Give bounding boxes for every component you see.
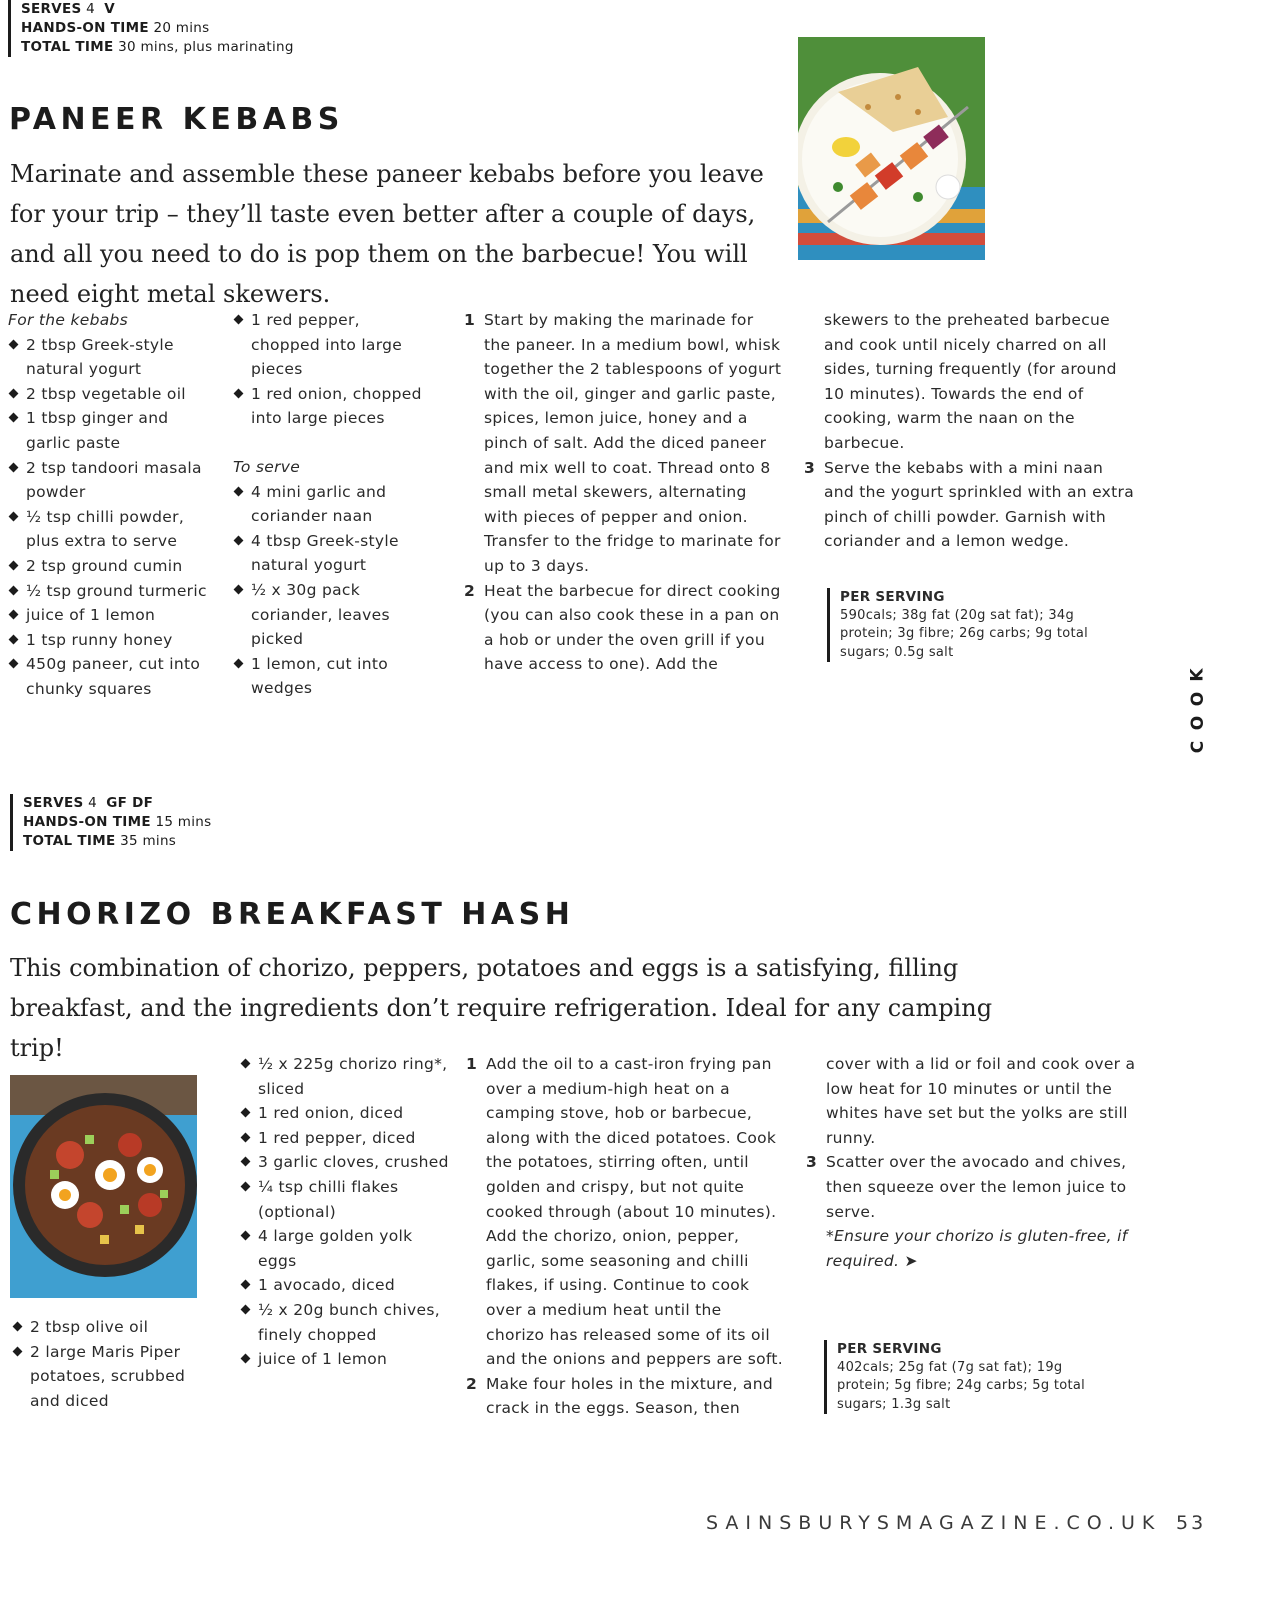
ingredient-item: ½ tsp chilli powder, plus extra to serve — [8, 505, 218, 554]
per-serving-label: PER SERVING — [840, 589, 945, 605]
method-step — [464, 579, 782, 677]
hands-on-label: HANDS-ON TIME — [23, 814, 151, 830]
recipe1-method-col1 — [464, 308, 782, 677]
recipe1-intro: Marinate and assemble these paneer kebabs before you leave for your trip – they’ll taste even better after a couple of days, and all you need to do is pop them on the barbecue! You will need eight metal skewers. — [10, 160, 764, 308]
footnote-text: *Ensure your chorizo is gluten-free, if required. — [826, 1227, 1128, 1270]
per-serving-values: 590cals; 38g fat (20g sat fat); 34g protein; 3g fibre; 26g carbs; 9g total sugars; 0.5g salt — [840, 607, 1089, 660]
tab-letter: O — [1187, 691, 1208, 707]
step-text: Scatter over the avocado and chives, then squeeze over the lemon juice to serve. — [826, 1153, 1127, 1221]
method-step-continued — [804, 308, 1134, 456]
total-time-value: 35 mins — [120, 833, 177, 849]
recipe2-title: CHORIZO BREAKFAST HASH — [10, 897, 575, 932]
recipe1-ingredients-col1 — [8, 308, 218, 702]
recipe1-per-serving — [827, 588, 1110, 662]
recipe2-meta — [10, 794, 323, 851]
recipe1-ingredients-col2 — [233, 308, 433, 701]
step-text: Make four holes in the mixture, and crack in the eggs. Season, then — [486, 1374, 773, 1418]
total-time-value: 30 mins, plus marinating — [118, 39, 294, 55]
step-text: skewers to the preheated barbecue and cook until nicely charred on all sides, turning frequently (for around 10 minutes). Towards the end of cooking, warm the naan on the barbecue. — [824, 311, 1117, 452]
recipe2-ingredients-col2 — [240, 1052, 455, 1372]
recipe2-per-serving — [824, 1340, 1107, 1414]
diet-tag: V — [104, 1, 115, 17]
ingredient-item: 1 red onion, chopped into large pieces — [233, 382, 433, 431]
footnote — [806, 1224, 1136, 1273]
serve-heading: To serve — [233, 457, 301, 476]
tab-letter: O — [1187, 715, 1208, 731]
step-number: 2 — [464, 581, 476, 600]
ingredient-item: ¼ tsp chilli flakes (optional) — [240, 1175, 455, 1224]
ingredient-item: 3 garlic cloves, crushed — [240, 1150, 455, 1175]
paneer-kebab-illustration — [798, 37, 985, 260]
step-text: Start by making the marinade for the paneer. In a medium bowl, whisk together the 2 tablespoons of yogurt with the oil, ginger and garlic paste, spices, lemon juice, honey and a pinch of salt. Add the diced paneer and mix well to coat. Thread onto 8 small metal skewers, alternating with pieces of pepper and onion. Transfer to the fridge to marinate for up to 3 days. — [484, 311, 782, 575]
step-text: Heat the barbecue for direct cooking (you can also cook these in a pan on a hob or under the oven grill if you have access to one). Add the — [484, 581, 781, 674]
ingredient-item: 2 tbsp olive oil — [12, 1315, 217, 1340]
serves-label: SERVES — [21, 1, 82, 17]
per-serving-label: PER SERVING — [837, 1341, 942, 1357]
method-step — [804, 456, 1134, 554]
method-step — [464, 308, 782, 579]
method-step — [466, 1052, 784, 1372]
serve-item: 4 tbsp Greek-style natural yogurt — [233, 529, 433, 578]
hands-on-value: 15 mins — [155, 814, 212, 830]
ingredient-item: 1 red onion, diced — [240, 1101, 455, 1126]
diet-tag: GF DF — [106, 795, 154, 811]
serve-item: ½ x 30g pack coriander, leaves picked — [233, 578, 433, 652]
recipe1-meta — [8, 0, 351, 57]
step-number: 3 — [804, 458, 816, 477]
recipe1-method-col2 — [804, 308, 1134, 554]
ingredient-item: 2 tsp ground cumin — [8, 554, 218, 579]
recipe1-title: PANEER KEBABS — [9, 102, 344, 137]
ingredient-item: 1 tsp runny honey — [8, 628, 218, 653]
ingredient-item: 2 tbsp Greek-style natural yogurt — [8, 333, 218, 382]
ingredient-item: 2 large Maris Piper potatoes, scrubbed and diced — [12, 1340, 217, 1414]
tab-letter: K — [1188, 668, 1208, 682]
hands-on-value: 20 mins — [153, 20, 210, 36]
total-time-label: TOTAL TIME — [23, 833, 116, 849]
footer-website: SAINSBURYSMAGAZINE.CO.UK — [706, 1512, 1162, 1534]
recipe2-method-col2 — [806, 1052, 1136, 1273]
method-step-continued — [806, 1052, 1136, 1150]
page-number: 53 — [1176, 1512, 1207, 1534]
ingredient-item: ½ x 225g chorizo ring*, sliced — [240, 1052, 455, 1101]
step-number: 1 — [464, 311, 476, 329]
step-number: 2 — [466, 1374, 478, 1393]
serves-value: 4 — [88, 795, 98, 811]
step-number: 3 — [806, 1153, 818, 1172]
ingredient-item: 1 avocado, diced — [240, 1273, 455, 1298]
ingredient-item: ½ x 20g bunch chives, finely chopped — [240, 1298, 455, 1347]
ingredient-item: 2 tsp tandoori masala powder — [8, 456, 218, 505]
serves-label: SERVES — [23, 795, 84, 811]
ingredient-item: 450g paneer, cut into chunky squares — [8, 652, 218, 701]
recipe2-method-col1 — [466, 1052, 784, 1421]
paneer-kebab-photo — [798, 37, 985, 260]
step-text: Serve the kebabs with a mini naan and the yogurt sprinkled with an extra pinch of chilli powder. Garnish with coriander and a lemon wedge. — [824, 458, 1134, 551]
serve-item: 1 lemon, cut into wedges — [233, 652, 433, 701]
ingredient-item: 1 red pepper, diced — [240, 1126, 455, 1151]
step-text: Add the oil to a cast-iron frying pan over a medium-high heat on a camping stove, hob or barbecue, along with the diced potatoes. Cook the potatoes, stirring often, until golden and crispy, but not quite cooked through (about 10 minutes). Add the chorizo, onion, pepper, garlic, some seasoning and chilli flakes, if using. Continue to cook over a medium heat until the chorizo has released some of its oil and the onions and peppers are soft. — [486, 1055, 783, 1369]
ingredients-heading: For the kebabs — [8, 311, 129, 329]
chorizo-hash-photo — [10, 1075, 197, 1298]
chorizo-hash-illustration — [10, 1075, 197, 1298]
continue-arrow-icon: ➤ — [904, 1251, 918, 1270]
ingredient-item: 4 large golden yolk eggs — [240, 1224, 455, 1273]
total-time-label: TOTAL TIME — [21, 39, 114, 55]
recipe2-ingredients-col1 — [12, 1315, 217, 1413]
step-number: 1 — [466, 1055, 478, 1073]
section-tab-cook — [1186, 663, 1210, 759]
step-text: cover with a lid or foil and cook over a low heat for 10 minutes or until the whites have set but the yolks are still runny. — [826, 1055, 1136, 1147]
ingredient-item: 1 red pepper, chopped into large pieces — [233, 308, 433, 382]
ingredient-item: ½ tsp ground turmeric — [8, 579, 218, 604]
ingredient-item: juice of 1 lemon — [240, 1347, 455, 1372]
method-step — [466, 1372, 784, 1421]
hands-on-label: HANDS-ON TIME — [21, 20, 149, 36]
ingredient-item: 2 tbsp vegetable oil — [8, 382, 218, 407]
ingredient-item: 1 tbsp ginger and garlic paste — [8, 406, 218, 455]
recipe2-intro: This combination of chorizo, peppers, potatoes and eggs is a satisfying, filling breakfast, and the ingredients don’t require refrigeration. Ideal for any camping trip! — [10, 954, 993, 1062]
serves-value: 4 — [86, 1, 96, 17]
serve-item: 4 mini garlic and coriander naan — [233, 480, 433, 529]
per-serving-values: 402cals; 25g fat (7g sat fat); 19g protein; 5g fibre; 24g carbs; 5g total sugars; 1.3g salt — [837, 1359, 1086, 1412]
tab-letter: C — [1187, 740, 1208, 754]
method-step — [806, 1150, 1136, 1224]
ingredient-item: juice of 1 lemon — [8, 603, 218, 628]
